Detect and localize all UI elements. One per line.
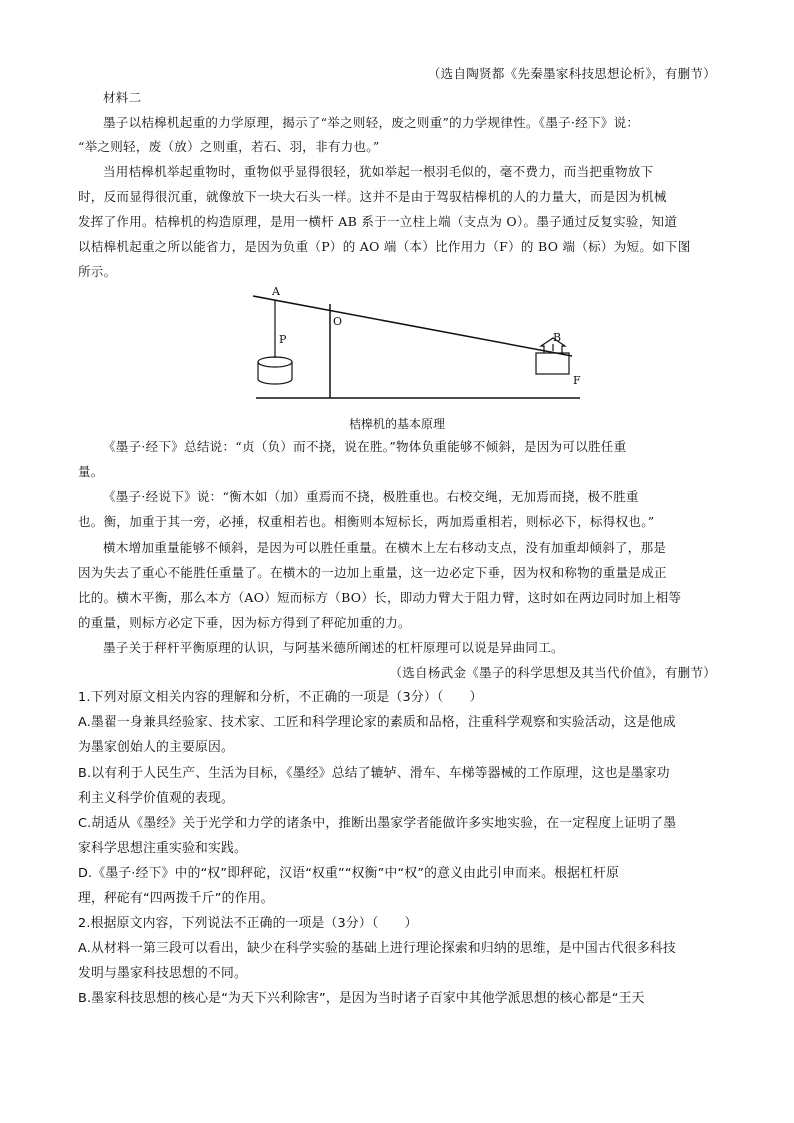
lever-bar	[253, 296, 572, 356]
question-1-option-a-cont: 为墨家创始人的主要原因。	[78, 740, 234, 755]
paragraph-line: 因为失去了重心不能胜任重量了。在横木的一边加上重量，这一边必定下垂，因为权和称物的重量是成正	[78, 565, 667, 580]
question-1-option-a: A.墨翟一身兼具经验家、技术家、工匠和科学理论家的素质和品格，注重科学观察和实验活动，这是他成	[78, 715, 676, 730]
paragraph-line: 发挥了作用。桔槔机的构造原理，是用一横杆 AB 系于一立柱上端（支点为 O）。墨子通过反复实验，知道	[78, 214, 678, 229]
paragraph-line: 以桔槔机起重之所以能省力，是因为负重（P）的 AO 端（本）比作用力（F）的 BO 端（标）为短。如下图	[78, 239, 691, 254]
question-2-option-b: B.墨家科技思想的核心是“为天下兴利除害”，是因为当时诸子百家中其他学派思想的核心都是“王天	[78, 991, 645, 1006]
figure-caption: 桔槔机的基本原理	[348, 417, 445, 431]
label-b: B	[553, 331, 562, 344]
question-1-option-b-cont: 利主义科学价值观的表现。	[78, 791, 234, 806]
paragraph-line: 也。衡，加重于其一旁，必捶，权重相若也。相衡则本短标长，两加焉重相若，则标必下，标得权也。”	[78, 514, 655, 529]
label-a: A	[272, 285, 280, 298]
source-citation-2: （选自杨武金《墨子的科学思想及其当代价值》，有删节）	[389, 665, 716, 680]
lever-diagram	[0, 0, 794, 420]
question-2-stem: 2.根据原文内容，下列说法不正确的一项是（3分）（ ）	[78, 916, 418, 931]
weight-p	[258, 357, 292, 384]
paragraph-line: 墨子以桔槔机起重的力学原理，揭示了“举之则轻，废之则重”的力学规律性。《墨子·经下》说：	[103, 115, 640, 130]
label-p: P	[279, 333, 287, 346]
question-2-option-a: A.从材料一第三段可以看出，缺少在科学实验的基础上进行理论探索和归纳的思维，是中国古代很多科技	[78, 941, 676, 956]
question-1-option-c-cont: 家科学思想注重实验和实践。	[78, 841, 247, 856]
paragraph-line: 的重量，则标方必定下垂，因为标方得到了秤砣加重的力。	[78, 615, 411, 630]
question-1-option-c: C.胡适从《墨经》关于光学和力学的诸条中，推断出墨家学者能做许多实地实验，在一定程度上证明了墨	[78, 816, 677, 831]
paragraph-line: 量。	[78, 464, 104, 479]
paragraph-line: 当用桔槔机举起重物时，重物似乎显得很轻，犹如举起一根羽毛似的，毫不费力，而当把重物放下	[103, 164, 654, 179]
question-2-option-a-cont: 发明与墨家科技思想的不同。	[78, 966, 247, 981]
paragraph-line: 《墨子·经下》总结说：“贞（负）而不挠，说在胜。”物体负重能够不倾斜，是因为可以胜任重	[103, 439, 627, 454]
paragraph-line: 横木增加重量能够不倾斜，是因为可以胜任重量。在横木上左右移动支点，没有加重却倾斜了，那是	[103, 540, 667, 555]
material-title: 材料二	[103, 90, 142, 105]
paragraph-line: 时，反而显得很沉重，就像放下一块大石头一样。这并不是由于驾驭桔槔机的人的力量大，而是因为机械	[78, 189, 667, 204]
question-1-option-d-cont: 理，秤砣有“四两拨千斤”的作用。	[78, 891, 274, 906]
label-f: F	[573, 374, 581, 387]
question-1-option-b: B.以有利于人民生产、生活为目标，《墨经》总结了辘轳、滑车、车梯等器械的工作原理，这也是墨家功	[78, 766, 670, 781]
label-o: O	[333, 315, 343, 328]
source-citation-1: （选自陶贤都《先秦墨家科技思想论析》，有删节）	[427, 66, 716, 81]
question-1-option-d: D.《墨子·经下》中的“权”即秤砣，汉语“权重”“权衡”中“权”的意义由此引申而来。根据杠杆原	[78, 866, 620, 881]
paragraph-line: “举之则轻，废（放）之则重，若石、羽，非有力也。”	[78, 139, 380, 154]
paragraph-line: 比的。横木平衡，那么本方（AO）短而标方（BO）长，即动力臂大于阻力臂，这时如在两边同时加上相等	[78, 590, 682, 605]
paragraph-line: 《墨子·经说下》说：“衡木如（加）重焉而不挠，极胜重也。右校交绳，无加焉而挠，极不胜重	[103, 489, 639, 504]
paragraph-line: 墨子关于秤杆平衡原理的认识，与阿基米德所阐述的杠杆原理可以说是异曲同工。	[103, 640, 564, 655]
question-1-stem: 1.下列对原文相关内容的理解和分析，不正确的一项是（3分）（ ）	[78, 690, 483, 705]
paragraph-line: 所示。	[78, 264, 117, 279]
